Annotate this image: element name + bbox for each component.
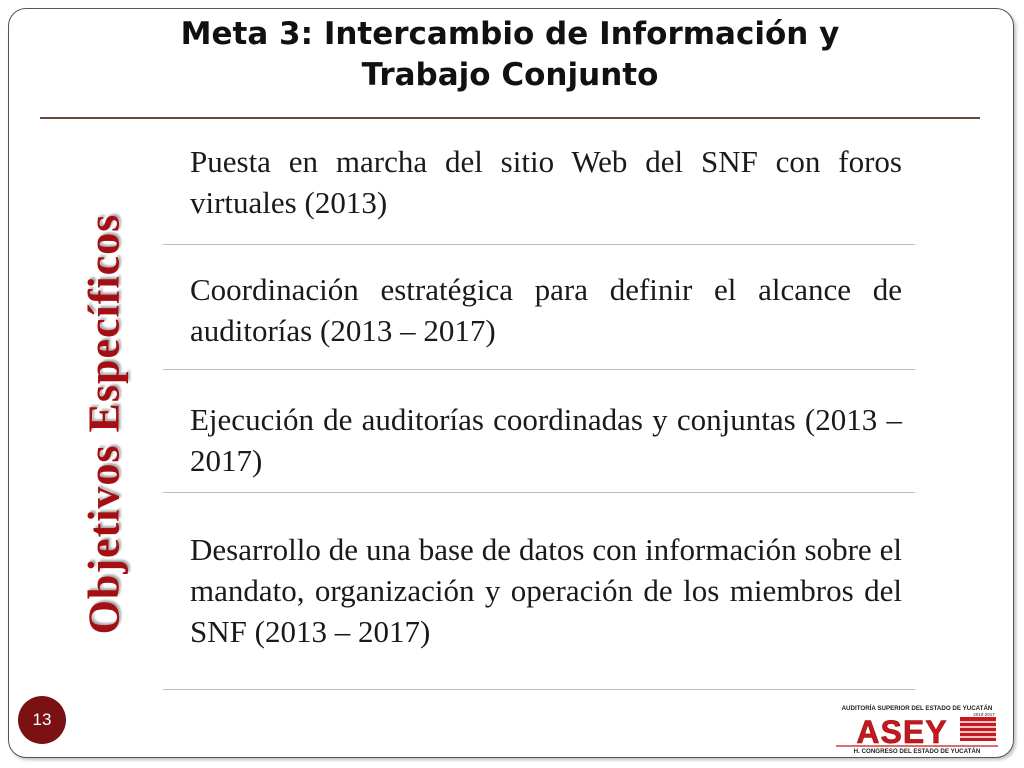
vertical-heading: Objetivos Específicos bbox=[79, 213, 129, 635]
divider-2 bbox=[163, 369, 915, 370]
divider-3 bbox=[163, 492, 915, 493]
asey-logo bbox=[834, 703, 1000, 755]
logo-name: ASEY bbox=[856, 714, 948, 750]
title-line-1: Meta 3: Intercambio de Información y bbox=[180, 16, 840, 52]
title-line-2: Trabajo Conjunto bbox=[361, 57, 659, 93]
divider-1 bbox=[163, 244, 915, 245]
asey-logo-graphic bbox=[834, 703, 1000, 755]
logo-years: 2010-2017 bbox=[973, 712, 995, 717]
objective-item-3: Ejecución de auditorías coordinadas y conjuntas (2013 – 2017) bbox=[190, 402, 902, 478]
logo-top-text: AUDITORÍA SUPERIOR DEL ESTADO DE YUCATÁN bbox=[841, 705, 993, 712]
objective-item-1: Puesta en marcha del sitio Web del SNF con foros virtuales (2013) bbox=[190, 144, 902, 220]
slide-title bbox=[40, 14, 980, 96]
page-number-badge bbox=[18, 696, 66, 744]
objective-item-2: Coordinación estratégica para definir el alcance de auditorías (2013 – 2017) bbox=[190, 272, 902, 348]
objective-item-4: Desarrollo de una base de datos con información sobre el mandato, organización y operación de los miembros del SNF (2013 – 2017) bbox=[190, 532, 902, 649]
page-number: 13 bbox=[32, 710, 52, 729]
logo-bottom-text: H. CONGRESO DEL ESTADO DE YUCATÁN bbox=[853, 748, 981, 755]
divider-4 bbox=[163, 689, 915, 690]
title-divider bbox=[40, 117, 980, 119]
